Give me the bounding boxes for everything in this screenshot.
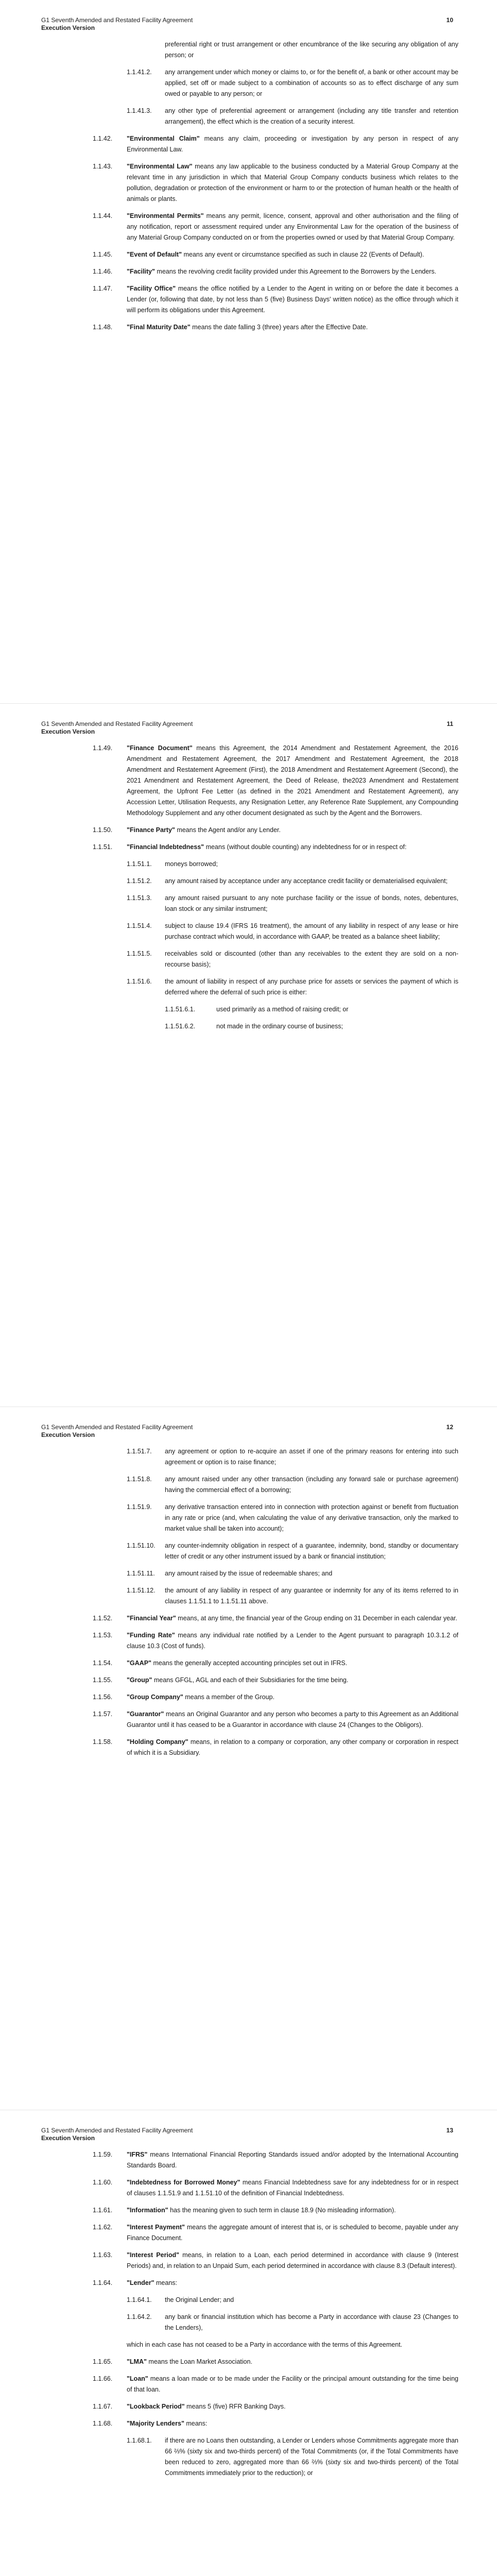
page-number: 12	[446, 1423, 453, 1431]
clause-text: means the office notified by a Lender to the Agent in writing on or before the date it becomes a Lender (or, following that date, by not less than 5 (five) Business Days' written notice) as the office through which it will perform its obligations under this Agreement.	[127, 285, 459, 314]
definition-clause	[41, 1709, 458, 1731]
clause-text: means any law applicable to the business conducted by a Material Group Company at the relevant time in any jurisdiction in which that Material Group Company conducts business which relates to the pollution, degradation or protection of the environment or harm to or the protection of human health or the health of animals or plants.	[127, 163, 458, 202]
sub-clause	[41, 2295, 458, 2306]
clause-text: means a member of the Group.	[183, 1693, 275, 1701]
clause-number: 1.1.51.6.1.	[165, 1006, 196, 1013]
clause-number: 1.1.52.	[93, 1615, 113, 1622]
definition-clause	[41, 2250, 458, 2272]
defined-term: "Holding Company"	[127, 1738, 188, 1745]
clause-number: 1.1.50.	[93, 826, 113, 834]
clause-number: 1.1.47.	[93, 285, 113, 292]
definition-clause	[41, 2374, 458, 2395]
clause-number: 1.1.41.2.	[127, 69, 152, 76]
defined-term: "Event of Default"	[127, 251, 182, 258]
clause-text: any agreement or option to re-acquire an asset if one of the primary reasons for entering into such agreement or option is to raise finance;	[165, 1448, 458, 1466]
document-title: G1 Seventh Amended and Restated Facility Agreement	[41, 1423, 193, 1431]
sub-clause	[41, 948, 458, 970]
defined-term: "Facility"	[127, 268, 155, 275]
clause-text: any bank or financial institution which has become a Party in accordance with clause 23 (Changes to the Lenders),	[165, 2313, 458, 2331]
document-title: G1 Seventh Amended and Restated Facility Agreement	[41, 2127, 193, 2134]
defined-term: "IFRS"	[127, 2151, 148, 2158]
clause-text: means, in relation to a Loan, each period determined in accordance with clause 9 (Interest Periods) and, in relation to an Unpaid Sum, each period determined in accordance with clause 8.3 (Default interest).	[127, 2251, 459, 2269]
clause-text: any amount raised under any other transaction (including any forward sale or purchase agreement) having the commercial effect of a borrowing;	[165, 1476, 458, 1494]
sub-clause	[41, 1021, 458, 1032]
clause-text: means GFGL, AGL and each of their Subsidiaries for the time being.	[152, 1676, 349, 1684]
sub-clause	[41, 1474, 458, 1496]
clause-number: 1.1.51.12.	[127, 1587, 156, 1594]
definition-clause	[41, 743, 458, 819]
defined-term: "Environmental Claim"	[127, 135, 200, 142]
defined-term: "Interest Payment"	[127, 2224, 185, 2231]
sub-clause	[41, 106, 458, 127]
definition-clause	[41, 2149, 458, 2171]
clause-number: 1.1.64.	[93, 2279, 113, 2286]
page-number: 10	[446, 16, 453, 24]
sub-clause	[41, 921, 458, 942]
definition-clause	[41, 1630, 458, 1652]
clause-number: 1.1.46.	[93, 268, 113, 275]
defined-term: "Financial Year"	[127, 1615, 176, 1622]
definition-clause	[41, 1692, 458, 1703]
execution-version-label: Execution Version	[41, 1431, 95, 1438]
defined-term: "Final Maturity Date"	[127, 324, 191, 331]
clause-text: any amount raised by the issue of redeemable shares; and	[165, 1570, 333, 1577]
clause-text: means Financial Indebtedness save for any indebtedness for or in respect of clauses 1.1.51.9 and 1.1.51.10 of the definition of Financial Indebtedness.	[127, 2179, 458, 2197]
document-page	[0, 2110, 497, 2576]
definition-clause	[41, 1675, 458, 1686]
definition-clause	[41, 842, 458, 853]
clause-text: means any event or circumstance specified as such in clause 22 (Events of Default).	[182, 251, 424, 258]
definition-clause	[41, 161, 458, 205]
defined-term: "Facility Office"	[127, 285, 176, 292]
clause-number: 1.1.43.	[93, 163, 113, 170]
page-header	[41, 1423, 458, 1439]
clause-number: 1.1.51.10.	[127, 1542, 156, 1549]
clause-text: means the Agent and/or any Lender.	[175, 826, 281, 834]
clause-number: 1.1.48.	[93, 324, 113, 331]
clause-number: 1.1.62.	[93, 2224, 113, 2231]
definition-clause	[41, 2205, 458, 2216]
clause-text: any derivative transaction entered into in connection with protection against or benefit from fluctuation in any rate or price (and, when calculating the value of any derivative transaction, only the marked to market value shall be taken into account);	[165, 1503, 458, 1532]
defined-term: "Finance Party"	[127, 826, 175, 834]
sub-clause	[41, 1502, 458, 1534]
definition-clause	[41, 211, 458, 243]
sub-clause	[41, 1585, 458, 1607]
page-header	[41, 720, 458, 736]
defined-term: "Environmental Law"	[127, 163, 193, 170]
clause-number: 1.1.51.4.	[127, 922, 152, 929]
clause-number: 1.1.45.	[93, 251, 113, 258]
definition-clause	[41, 283, 458, 316]
clause-text: any other type of preferential agreement or arrangement (including any title transfer and retention arrangement), the effect which is the creation of a security interest.	[165, 107, 458, 125]
clause-number: 1.1.67.	[93, 2403, 113, 2410]
clause-number: 1.1.44.	[93, 212, 113, 219]
clause-number: 1.1.51.8.	[127, 1476, 152, 1483]
clause-text: means 5 (five) RFR Banking Days.	[184, 2403, 286, 2410]
document-page	[0, 0, 497, 703]
clause-text: means:	[154, 2279, 177, 2286]
clause-number: 1.1.49.	[93, 744, 113, 752]
clause-number: 1.1.51.6.2.	[165, 1023, 196, 1030]
clause-number: 1.1.61.	[93, 2207, 113, 2214]
definition-clause	[41, 1737, 458, 1758]
clause-text: has the meaning given to such term in clause 18.9 (No misleading information).	[168, 2207, 396, 2214]
clause-number: 1.1.41.3.	[127, 107, 152, 114]
clause-number: 1.1.59.	[93, 2151, 113, 2158]
clause-number: 1.1.51.9.	[127, 1503, 152, 1511]
defined-term: "Interest Period"	[127, 2251, 180, 2259]
definition-clause	[41, 2177, 458, 2199]
clause-text: if there are no Loans then outstanding, a Lender or Lenders whose Commitments aggregate more than 66 ⅔% (sixty six and two-thirds percent) of the Total Commitments (or, if the Total Commitments have been reduced to zero, aggregated more than 66 ⅔% (sixty six and two-thirds percent) of the Total Commitments immediately prior to the reduction); or	[165, 2437, 458, 2477]
sub-clause	[41, 67, 458, 99]
defined-term: "LMA"	[127, 2358, 147, 2365]
clause-text: means the revolving credit facility provided under this Agreement to the Borrowers by the Lenders.	[155, 268, 437, 275]
clause-text: means the Loan Market Association.	[146, 2358, 252, 2365]
definition-clause	[41, 2418, 458, 2429]
clause-text: means, in relation to a company or corporation, any other company or corporation in respect of which it is a Subsidiary.	[127, 1738, 458, 1756]
document-title: G1 Seventh Amended and Restated Facility Agreement	[41, 16, 193, 24]
clause-number: 1.1.68.1.	[127, 2437, 152, 2444]
definition-clause	[41, 2401, 458, 2412]
sub-clause	[41, 1446, 458, 1468]
clause-text: moneys borrowed;	[165, 860, 218, 868]
sub-clause	[41, 876, 458, 887]
clause-number: 1.1.53.	[93, 1632, 113, 1639]
clause-text: means, at any time, the financial year of the Group ending on 31 December in each calendar year.	[176, 1615, 457, 1622]
sub-clause	[41, 1568, 458, 1579]
clause-text: means this Agreement, the 2014 Amendment and Restatement Agreement, the 2016 Amendment and Restatement Agreement, the 2017 Amendment and Restatement Agreement, the 2018 Amendment and Restatement Agreement (First), the 2018 Amendment and Restatement Agreement (Second), the 2021 Amendment and Restatement Agreement, the Deed of Release, the2023 Amendment and Restatement Agreement, the Upfront Fee Letter (as defined in the 2021 Amendment and Restatement Agreement), any Accession Letter, Utilisation Requests, any Resignation Letter, any Reference Rate Supplement, any Compounding Methodology Supplement and any other document designated as such by the Agent and the Borrowers.	[127, 744, 458, 817]
defined-term: "Lookback Period"	[127, 2403, 185, 2410]
sub-clause	[41, 2312, 458, 2333]
page-number: 13	[446, 2127, 453, 2134]
sub-clause	[41, 1004, 458, 1015]
sub-clause	[41, 893, 458, 914]
clause-number: 1.1.54.	[93, 1659, 113, 1667]
defined-term: "GAAP"	[127, 1659, 151, 1667]
clause-number: 1.1.51.1.	[127, 860, 152, 868]
defined-term: "Financial Indebtedness"	[127, 843, 204, 851]
clause-text: any amount raised by acceptance under any acceptance credit facility or dematerialised equivalent;	[165, 877, 448, 885]
execution-version-label: Execution Version	[41, 2134, 95, 2142]
document-title: G1 Seventh Amended and Restated Facility Agreement	[41, 720, 193, 727]
clause-text: means any permit, licence, consent, approval and other authorisation and the filing of any notification, report or assessment required under any Environmental Law for the operation of the business of any Material Group Company conducted on or from the properties owned or used by that Material Group Company.	[127, 212, 458, 241]
clause-text: receivables sold or discounted (other than any receivables to the extent they are sold on a non-recourse basis);	[165, 950, 458, 968]
clause-text: means:	[184, 2420, 208, 2427]
page-number: 11	[447, 720, 453, 727]
clause-text: the amount of liability in respect of any purchase price for assets or services the payment of which is deferred where the deferral of such price is either:	[165, 978, 458, 996]
clause-text: means any individual rate notified by a Lender to the Agent pursuant to paragraph 10.3.1.2 of clause 10.3 (Cost of funds).	[127, 1632, 458, 1650]
sub-clause	[41, 39, 458, 61]
definition-clause	[41, 1658, 458, 1669]
clause-text: means the aggregate amount of interest that is, or is scheduled to become, payable under any Finance Document.	[127, 2224, 458, 2242]
clause-number: 1.1.66.	[93, 2375, 113, 2382]
defined-term: "Group Company"	[127, 1693, 183, 1701]
clause-number: 1.1.51.5.	[127, 950, 152, 957]
clause-text: means International Financial Reporting Standards issued and/or adopted by the International Accounting Standards Board.	[127, 2151, 458, 2169]
defined-term: "Finance Document"	[127, 744, 193, 752]
sub-clause	[41, 1540, 458, 1562]
sub-clause	[41, 2435, 458, 2479]
defined-term: "Environmental Permits"	[127, 212, 204, 219]
defined-term: "Funding Rate"	[127, 1632, 175, 1639]
clause-text: preferential right or trust arrangement or other encumbrance of the like securing any obligation of any person; or	[165, 41, 458, 59]
continuation-text: which in each case has not ceased to be a Party in accordance with the terms of this Agreement.	[127, 2341, 403, 2348]
clause-text: means (without double counting) any indebtedness for or in respect of:	[204, 843, 407, 851]
definition-clause	[41, 1613, 458, 1624]
page-header	[41, 16, 458, 32]
clause-number: 1.1.51.6.	[127, 978, 152, 985]
clause-number: 1.1.60.	[93, 2179, 113, 2186]
definition-clause	[41, 266, 458, 277]
clause-number: 1.1.65.	[93, 2358, 113, 2365]
execution-version-label: Execution Version	[41, 24, 95, 31]
clause-number: 1.1.51.7.	[127, 1448, 152, 1455]
clause-number: 1.1.51.3.	[127, 894, 152, 902]
clause-text: any counter-indemnity obligation in respect of a guarantee, indemnity, bond, standby or documentary letter of credit or any other instrument issued by a bank or financial institution;	[165, 1542, 458, 1560]
clause-number: 1.1.56.	[93, 1693, 113, 1701]
definition-clause	[41, 133, 458, 155]
definition-clause	[41, 825, 458, 836]
clause-text: not made in the ordinary course of business;	[216, 1023, 343, 1030]
clause-number: 1.1.64.1.	[127, 2296, 152, 2303]
clause-number: 1.1.64.2.	[127, 2313, 152, 2320]
clause-text: the Original Lender; and	[165, 2296, 234, 2303]
definition-clause	[41, 2357, 458, 2367]
clause-number: 1.1.58.	[93, 1738, 113, 1745]
clause-text: any arrangement under which money or claims to, or for the benefit of, a bank or other account may be applied, set off or made subject to a combination of accounts so as to effect discharge of any sum owed or payable to any person; or	[165, 69, 458, 97]
clause-number: 1.1.51.11.	[127, 1570, 155, 1577]
definition-clause	[41, 2278, 458, 2289]
defined-term: "Lender"	[127, 2279, 155, 2286]
clause-number: 1.1.51.	[93, 843, 113, 851]
clause-text: means a loan made or to be made under the Facility or the principal amount outstanding for the time being of that loan.	[127, 2375, 458, 2393]
clause-number: 1.1.63.	[93, 2251, 113, 2259]
document-page	[0, 1406, 497, 2110]
document-page	[0, 703, 497, 1406]
defined-term: "Guarantor"	[127, 1710, 164, 1718]
clause-number: 1.1.55.	[93, 1676, 113, 1684]
defined-term: "Indebtedness for Borrowed Money"	[127, 2179, 241, 2186]
definition-clause	[41, 249, 458, 260]
clause-number: 1.1.42.	[93, 135, 113, 142]
execution-version-label: Execution Version	[41, 728, 95, 735]
clause-number: 1.1.51.2.	[127, 877, 152, 885]
clause-number: 1.1.57.	[93, 1710, 113, 1718]
defined-term: "Majority Lenders"	[127, 2420, 184, 2427]
sub-clause	[41, 976, 458, 998]
page-header	[41, 2127, 458, 2142]
defined-term: "Loan"	[127, 2375, 148, 2382]
defined-term: "Group"	[127, 1676, 152, 1684]
clause-text: the amount of any liability in respect of any guarantee or indemnity for any of its items referred to in clauses 1.1.51.1 to 1.1.51.11 above.	[165, 1587, 458, 1605]
definition-clause	[41, 2222, 458, 2244]
clause-text: means any claim, proceeding or investigation by any person in respect of any Environmental Law.	[127, 135, 458, 153]
sub-clause	[41, 859, 458, 870]
defined-term: "Information"	[127, 2207, 168, 2214]
clause-text: used primarily as a method of raising credit; or	[216, 1006, 349, 1013]
clause-number: 1.1.68.	[93, 2420, 113, 2427]
clause-text: means the generally accepted accounting principles set out in IFRS.	[151, 1659, 348, 1667]
definition-clause	[41, 322, 458, 333]
clause-text: any amount raised pursuant to any note purchase facility or the issue of bonds, notes, debentures, loan stock or any similar instrument;	[165, 894, 458, 912]
clause-text: means an Original Guarantor and any person who becomes a party to this Agreement as an Additional Guarantor until it has ceased to be a Guarantor in accordance with clause 24 (Changes to the Obligors).	[127, 1710, 458, 1728]
clause-text: subject to clause 19.4 (IFRS 16 treatment), the amount of any liability in respect of any lease or hire purchase contract which would, in accordance with GAAP, be treated as a balance sheet liability;	[165, 922, 458, 940]
clause-text: means the date falling 3 (three) years after the Effective Date.	[190, 324, 368, 331]
